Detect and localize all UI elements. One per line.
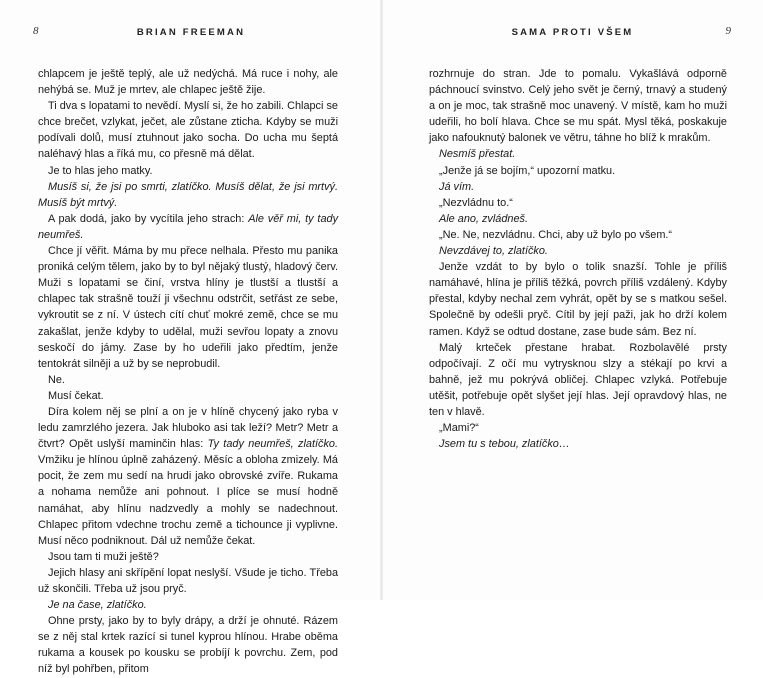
paragraph [429, 179, 727, 195]
paragraph [38, 243, 338, 372]
paragraph [38, 163, 338, 179]
italic-text-run: Nevzdávej to, zlatíčko. [439, 245, 548, 258]
paragraph [38, 613, 338, 677]
paragraph [429, 243, 727, 259]
right-page [382, 0, 763, 600]
text-run: „Nezvládnu to.“ [439, 196, 513, 209]
page-number-left: 8 [33, 25, 39, 37]
running-head-author: BRIAN FREEMAN [136, 27, 246, 38]
text-run: Díra kolem něj se plní a on je v hlíně chycený jako ryba v ledu zamrzlého jezera. Jak hluboko asi tak leží? Metr? Metr a čtvrt? Opět uslyší maminčin hlas: [38, 405, 338, 451]
text-run: chlapcem je ještě teplý, ale už nedýchá. Má ruce i nohy, ale nehýbá se. Muž je mrtev, ale chlapec ještě žije. [38, 68, 338, 97]
text-run: Musí čekat. [48, 389, 104, 402]
left-page-text [38, 66, 338, 678]
text-run: Jsou tam ti muži ještě? [48, 550, 159, 563]
paragraph [38, 549, 338, 565]
paragraph [38, 66, 338, 98]
text-run: Malý krteček přestane hrabat. Rozbolavělé prsty odpočívají. Z očí mu vytrysknou slzy a stékají po krvi a bahně, jež mu pokrývá obličej. Chlapec vzlyká. Potřebuje utěšit, potřebuje opět slyšet její hlas. Její opravdový hlas, ne ten v hlavě. [429, 341, 727, 418]
paragraph [429, 420, 727, 436]
text-run: Ti dva s lopatami to nevědí. Myslí si, že ho zabili. Chlapci se chce brečet, vzlykat, ječet, ale zůstane zticha. Kdyby se muži podívali dolů, musí ztuhnout jako socha. Do ucha mu šeptá naléhavý hlas a říká mu, co přesně má dělat. [38, 100, 338, 161]
italic-text-run: Ale ano, zvládneš. [439, 212, 528, 225]
paragraph [38, 388, 338, 404]
text-run: Jejich hlasy ani skřípění lopat neslyší. Všude je ticho. Třeba už skončili. Třeba už jsou pryč. [38, 566, 338, 595]
left-page [0, 0, 382, 676]
paragraph [429, 211, 727, 227]
paragraph [429, 436, 727, 452]
italic-text-run: Je na čase, zlatíčko. [48, 599, 147, 612]
text-run: Jenže vzdát to by bylo o tolik snazší. Tohle je příliš namáhavé, hlína je příliš těžká, povrch příliš vzdálený. Kdyby přestal, kdyby nechal zem vyhrát, opět by se s matkou sešel. Společně by odešli pryč. Cítil by její paži, jak ho drží kolem ramen. Když se odtud dostane, zase bude sám. Bez ní. [429, 261, 727, 338]
text-run: „Jenže já se bojím,“ upozorní matku. [439, 164, 616, 177]
paragraph [429, 195, 727, 211]
paragraph [38, 98, 338, 162]
italic-text-run: Ale věř mi, ty tady neumřeš. [38, 212, 339, 241]
text-run: Ne. [48, 373, 65, 386]
italic-text-run: Ty tady neumřeš, zlatíčko. [207, 438, 339, 451]
page-number-right: 9 [725, 25, 731, 37]
paragraph [429, 163, 727, 179]
running-head-title: SAMA PROTI VŠEM [511, 27, 634, 38]
text-run: Chce jí věřit. Máma by mu přece nelhala. Přesto mu panika proniká celým tělem, jako by to byl nějaký tlustý, hladový červ. Muži s lopatami se činí, vrstva hlíny je tlustší a tlustší a chlapec tak strašně touží ji všechnu odstrčit, setřást ze sebe, vykroutit se z ní. V ústech cítí chuť mokré země, chce se mu zakašlat, jenže kdyby to udělal, muži sevřou lopaty a znovu seskočí do jámy. Zase by ho udeřili jako předtím, jenže tentokrát silněji a už by se neprobudil. [38, 245, 338, 370]
italic-text-run: Nesmíš přestat. [439, 148, 516, 161]
paragraph [38, 404, 338, 549]
text-run: A pak dodá, jako by vycítila jeho strach: [48, 212, 249, 225]
text-run: rozhrnuje do stran. Jde to pomalu. Vykašlává odporně páchnoucí svinstvo. Celý jeho svět je černý, trnavý a studený a on je moc, tak strašně moc unavený. V místě, kam ho muži udeřili, ho bolí hlava. Chce se mu spát. Mysl těká, poskakuje jako nafouknutý balonek ve větru, táhne ho blíž k mrakům. [429, 68, 727, 145]
paragraph [38, 179, 338, 211]
paragraph [429, 146, 727, 162]
italic-text-run: Jsem tu s tebou, zlatíčko… [439, 438, 570, 451]
paragraph [429, 227, 727, 243]
paragraph [38, 597, 338, 613]
text-run: Vmžiku je hlínou úplně zaházený. Měsíc a obloha zmizely. Má pocit, že zem mu sedí na hrudi jako obrovské zvíře. Rukama a nohama nemůže ani pohnout. I plíce se musí hodně namáhat, aby hlínu nadzvedly a mohly se nadechnout. Chlapec přitom vdechne trochu země a tichounce ji vyplivne. Musí něco podniknout. Dál už nemůže čekat. [38, 454, 338, 547]
paragraph [38, 211, 338, 243]
italic-text-run: Musíš si, že jsi po smrti, zlatíčko. Musíš dělat, že jsi mrtvý. Musíš být mrtvý. [38, 180, 338, 209]
paragraph [38, 565, 338, 597]
text-run: Ohne prsty, jako by to byly drápy, a drží je ohnuté. Rázem se z něj stal krtek razící si tunel kyprou hlínou. Hrabe oběma rukama a kousek po kousku se probíjí k povrchu. Zem, pod níž byl pohřben, přitom [38, 615, 338, 676]
text-run: Je to hlas jeho matky. [48, 164, 153, 177]
italic-text-run: Já vím. [439, 180, 475, 193]
paragraph [429, 340, 727, 420]
text-run: „Mami?“ [439, 422, 479, 435]
right-page-text [429, 66, 727, 452]
paragraph [38, 372, 338, 388]
text-run: „Ne. Ne, nezvládnu. Chci, aby už bylo po všem.“ [439, 228, 673, 241]
paragraph [429, 259, 727, 339]
paragraph [429, 66, 727, 146]
